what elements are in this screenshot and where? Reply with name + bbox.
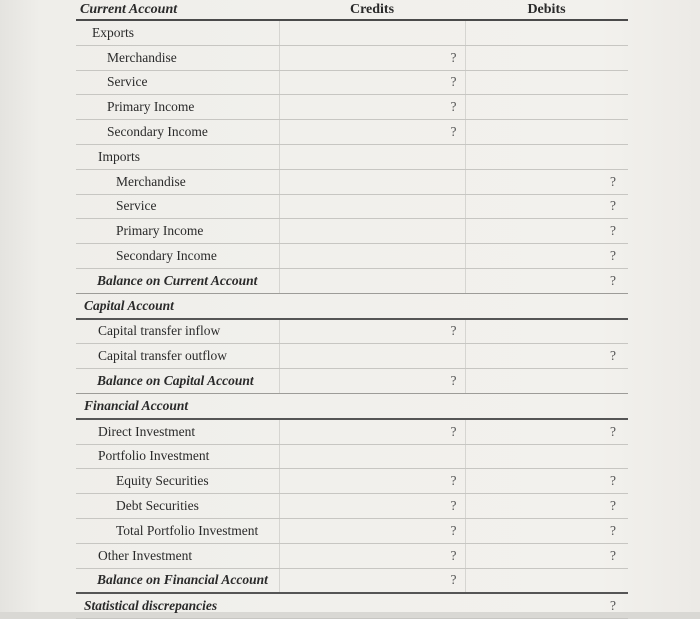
credit-cell bbox=[279, 244, 465, 269]
credit-cell: ? bbox=[279, 45, 465, 70]
debit-cell bbox=[465, 45, 628, 70]
table-row bbox=[76, 194, 628, 219]
credit-cell: ? bbox=[279, 419, 465, 444]
table-row bbox=[76, 144, 628, 169]
row-label: Capital transfer outflow bbox=[76, 344, 279, 369]
debits-header: Debits bbox=[465, 0, 628, 20]
table-row bbox=[76, 469, 628, 494]
table-row bbox=[76, 244, 628, 269]
credit-cell: ? bbox=[279, 95, 465, 120]
debit-cell bbox=[465, 444, 628, 469]
debit-cell bbox=[465, 369, 628, 394]
table-row bbox=[76, 344, 628, 369]
table-row bbox=[76, 120, 628, 145]
credit-cell: ? bbox=[279, 319, 465, 344]
debit-cell bbox=[465, 393, 628, 418]
debit-cell: ? bbox=[465, 268, 628, 293]
row-label: Balance on Financial Account bbox=[76, 568, 279, 593]
row-label: Primary Income bbox=[76, 219, 279, 244]
table-row bbox=[76, 319, 628, 344]
credit-cell bbox=[279, 293, 465, 318]
debit-cell bbox=[465, 319, 628, 344]
row-label: Balance on Capital Account bbox=[76, 369, 279, 394]
table-row bbox=[76, 45, 628, 70]
debit-cell: ? bbox=[465, 518, 628, 543]
row-label: Portfolio Investment bbox=[76, 444, 279, 469]
row-label: Direct Investment bbox=[76, 419, 279, 444]
section-header-row bbox=[76, 293, 628, 318]
debit-cell: ? bbox=[465, 344, 628, 369]
debit-cell: ? bbox=[465, 169, 628, 194]
balance-row bbox=[76, 369, 628, 394]
credit-cell bbox=[279, 393, 465, 418]
section-label: Financial Account bbox=[76, 393, 279, 418]
debit-cell: ? bbox=[465, 419, 628, 444]
credit-cell bbox=[279, 20, 465, 45]
debit-cell: ? bbox=[465, 244, 628, 269]
credit-cell bbox=[279, 169, 465, 194]
row-label: Capital transfer inflow bbox=[76, 319, 279, 344]
table-row bbox=[76, 70, 628, 95]
debit-cell: ? bbox=[465, 194, 628, 219]
debit-cell: ? bbox=[465, 494, 628, 519]
debit-cell: ? bbox=[465, 593, 628, 618]
debit-cell bbox=[465, 568, 628, 593]
table-row bbox=[76, 169, 628, 194]
row-label: Merchandise bbox=[76, 45, 279, 70]
row-label: Equity Securities bbox=[76, 469, 279, 494]
debit-cell: ? bbox=[465, 219, 628, 244]
balance-row bbox=[76, 568, 628, 593]
row-label: Service bbox=[76, 194, 279, 219]
debit-cell bbox=[465, 20, 628, 45]
row-label: Statistical discrepancies bbox=[76, 593, 279, 618]
credit-cell bbox=[279, 194, 465, 219]
debit-cell bbox=[465, 120, 628, 145]
table-row bbox=[76, 593, 628, 618]
row-label: Total Portfolio Investment bbox=[76, 518, 279, 543]
row-label: Other Investment bbox=[76, 543, 279, 568]
table-row bbox=[76, 494, 628, 519]
credit-cell bbox=[279, 593, 465, 618]
table-row bbox=[76, 518, 628, 543]
row-label: Merchandise bbox=[76, 169, 279, 194]
credit-cell: ? bbox=[279, 543, 465, 568]
balance-of-payments-table bbox=[76, 0, 628, 619]
credit-cell: ? bbox=[279, 469, 465, 494]
table-header-row bbox=[76, 0, 628, 20]
table-row bbox=[76, 95, 628, 120]
section-header-row bbox=[76, 393, 628, 418]
credit-cell bbox=[279, 444, 465, 469]
table-row bbox=[76, 20, 628, 45]
table-row bbox=[76, 419, 628, 444]
balance-row bbox=[76, 268, 628, 293]
credit-cell: ? bbox=[279, 518, 465, 543]
credit-cell: ? bbox=[279, 70, 465, 95]
credit-cell bbox=[279, 219, 465, 244]
credit-cell bbox=[279, 144, 465, 169]
row-label: Imports bbox=[76, 144, 279, 169]
row-label: Secondary Income bbox=[76, 244, 279, 269]
table-row bbox=[76, 444, 628, 469]
row-label: Service bbox=[76, 70, 279, 95]
debit-cell bbox=[465, 144, 628, 169]
debit-cell: ? bbox=[465, 469, 628, 494]
table-row bbox=[76, 219, 628, 244]
credit-cell: ? bbox=[279, 568, 465, 593]
section-label: Capital Account bbox=[76, 293, 279, 318]
credits-header: Credits bbox=[279, 0, 465, 20]
row-label: Exports bbox=[76, 20, 279, 45]
credit-cell bbox=[279, 268, 465, 293]
row-label: Secondary Income bbox=[76, 120, 279, 145]
row-label: Debt Securities bbox=[76, 494, 279, 519]
row-label: Primary Income bbox=[76, 95, 279, 120]
table-row bbox=[76, 543, 628, 568]
debit-cell bbox=[465, 95, 628, 120]
row-label: Balance on Current Account bbox=[76, 268, 279, 293]
debit-cell: ? bbox=[465, 543, 628, 568]
debit-cell bbox=[465, 293, 628, 318]
credit-cell: ? bbox=[279, 369, 465, 394]
credit-cell bbox=[279, 344, 465, 369]
credit-cell: ? bbox=[279, 494, 465, 519]
credit-cell: ? bbox=[279, 120, 465, 145]
current-account-header: Current Account bbox=[76, 0, 279, 20]
debit-cell bbox=[465, 70, 628, 95]
